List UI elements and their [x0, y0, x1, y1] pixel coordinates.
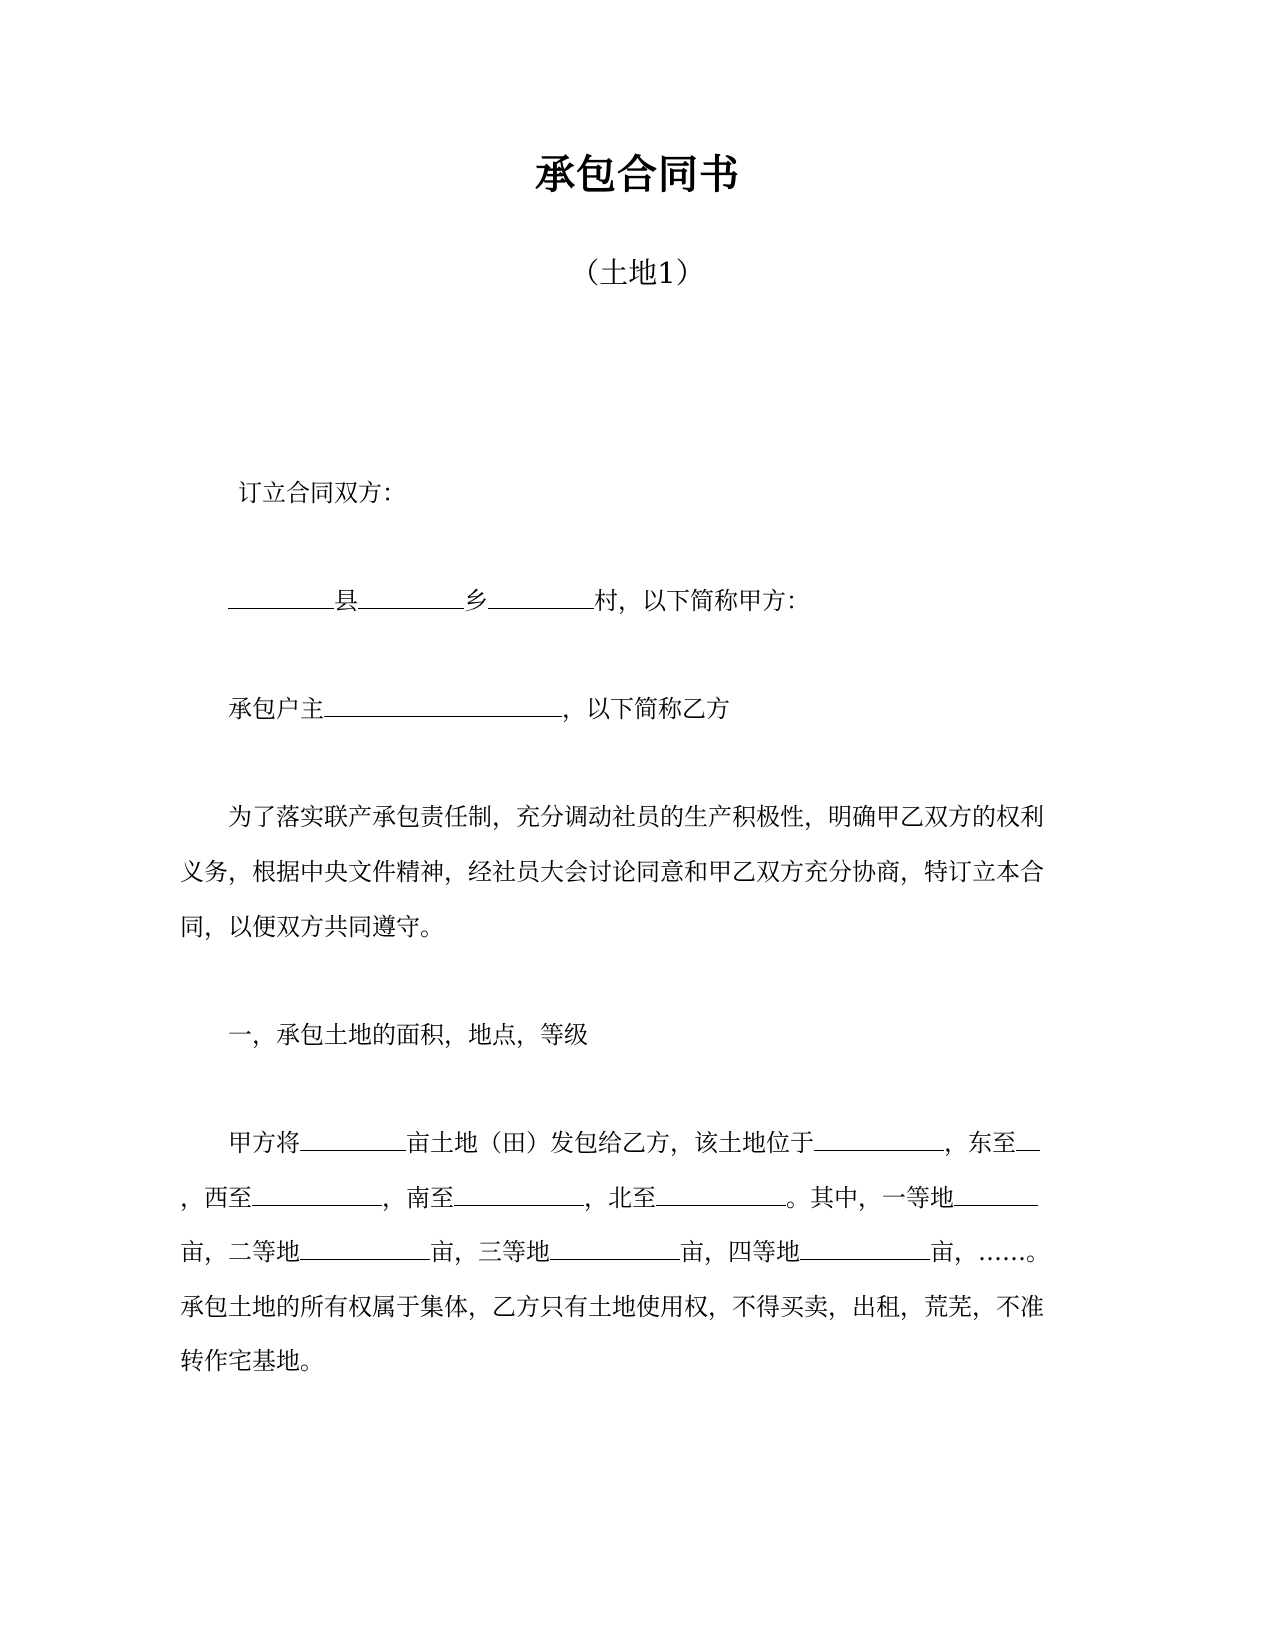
preamble-line-1: 为了落实联产承包责任制，充分调动社员的生产积极性，明确甲乙双方的权利 — [228, 803, 1044, 831]
county-label: 县 — [334, 587, 358, 615]
section-1-text: 亩，……。 — [930, 1238, 1050, 1266]
section-1-text: 亩，三等地 — [430, 1238, 550, 1266]
section-1-text: ，东至 — [944, 1129, 1016, 1157]
section-1-heading: 一，承包土地的面积，地点，等级 — [228, 1021, 588, 1049]
section-1-line-2 — [180, 1183, 1038, 1213]
section-1-text: 。其中，一等地 — [786, 1184, 954, 1212]
section-1-text: 甲方将 — [228, 1129, 300, 1157]
east-blank — [1016, 1128, 1040, 1151]
section-1-text: 亩，二等地 — [180, 1238, 300, 1266]
grade-1-blank — [954, 1183, 1038, 1206]
area-blank — [300, 1128, 406, 1151]
party-b-prefix: 承包户主 — [228, 695, 324, 723]
section-1-text: ，南至 — [382, 1184, 454, 1212]
grade-3-blank — [550, 1237, 680, 1260]
party-b-line — [228, 694, 730, 724]
section-1-line-3 — [180, 1237, 1050, 1267]
section-1-text: 亩土地（田）发包给乙方，该土地位于 — [406, 1129, 814, 1157]
grade-2-blank — [300, 1237, 430, 1260]
section-1-line-1 — [228, 1128, 1040, 1158]
section-1-text: ，西至 — [180, 1184, 252, 1212]
grade-4-blank — [800, 1237, 930, 1260]
party-b-suffix: ，以下简称乙方 — [562, 695, 730, 723]
village-label: 村，以下简称甲方： — [594, 587, 810, 615]
township-blank — [358, 586, 464, 609]
household-head-blank — [324, 694, 562, 717]
north-blank — [656, 1183, 786, 1206]
party-a-line — [228, 586, 810, 616]
parties-heading: 订立合同双方： — [238, 479, 406, 507]
document-title: 承包合同书 — [535, 152, 740, 198]
section-1-line-5: 转作宅基地。 — [180, 1347, 324, 1375]
preamble-line-3: 同，以便双方共同遵守。 — [180, 913, 444, 941]
west-blank — [252, 1183, 382, 1206]
township-label: 乡 — [464, 587, 488, 615]
preamble-line-2: 义务，根据中央文件精神，经社员大会讨论同意和甲乙双方充分协商，特订立本合 — [180, 858, 1044, 886]
location-blank — [814, 1128, 944, 1151]
section-1-line-4: 承包土地的所有权属于集体，乙方只有土地使用权，不得买卖，出租，荒芜，不准 — [180, 1293, 1044, 1321]
village-blank — [488, 586, 594, 609]
document-subtitle: （土地1） — [570, 256, 705, 290]
south-blank — [454, 1183, 584, 1206]
section-1-text: 亩，四等地 — [680, 1238, 800, 1266]
section-1-text: ，北至 — [584, 1184, 656, 1212]
county-blank — [228, 586, 334, 609]
